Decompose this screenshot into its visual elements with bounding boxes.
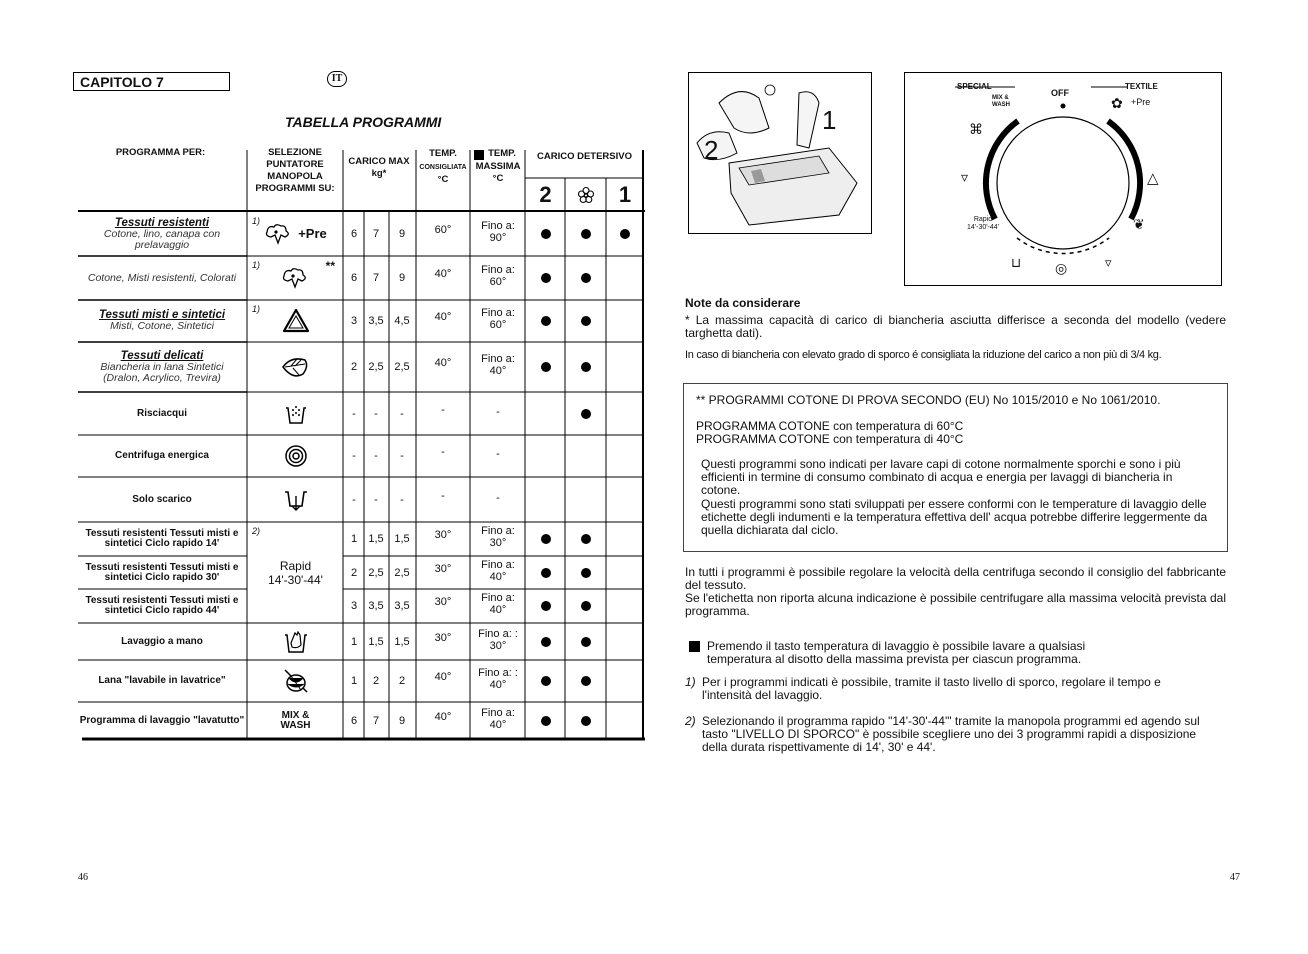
col-header-temp-rec-sub: CONSIGLIATA: [419, 164, 467, 171]
footnote-1: Per i programmi indicati è possibile, tramite il tasto livello di sporco, regolare il tempo e l'intensità del lavaggio.: [702, 675, 1161, 702]
col-header-temp-max-unit: °C: [492, 173, 504, 184]
program-table: [0, 0, 660, 760]
test-program-marker: **: [325, 259, 335, 273]
load-value: 2,5: [368, 361, 384, 373]
program-footnote-ref: 2): [252, 526, 261, 536]
load-value: 9: [398, 228, 406, 240]
recommended-temp: 40°: [434, 268, 452, 280]
load-value: 2,5: [394, 361, 410, 373]
program-name: Lana "lavabile in lavatrice": [98, 675, 226, 686]
program-subtitle: Cotone, lino, canapa con prelavaggio: [103, 227, 221, 251]
recommended-temp: -: [441, 489, 445, 502]
load-value: 4,5: [394, 315, 410, 327]
dial-wool-icon: ⌘: [969, 121, 983, 137]
dial-off-label: OFF: [1051, 88, 1069, 98]
load-value: 2: [372, 675, 380, 687]
load-value: -: [400, 493, 404, 506]
load-value: 6: [350, 714, 358, 727]
notes-paragraph-2: In caso di biancheria con elevato grado di sporco é consigliata la riduzione del carico a non più di 3/4 kg.: [685, 349, 1162, 361]
max-temp: Fino a: 40°: [481, 706, 515, 731]
dial-handwash-icon: ▿: [961, 169, 969, 185]
page-number-right: 47: [1230, 872, 1240, 883]
dial-cotton-icon: ✿: [1111, 95, 1123, 111]
load-value: -: [374, 407, 378, 420]
load-value: 1,5: [368, 635, 384, 648]
dial-delicate-icon: ❦: [1133, 216, 1145, 232]
program-name: Programma di lavaggio "lavatutto": [79, 714, 245, 726]
box-line-2: PROGRAMMA COTONE con temperatura di 60°C: [696, 419, 964, 433]
drawer-label-1: 1: [822, 105, 837, 135]
max-temp: Fino a: 30°: [481, 525, 515, 549]
load-value: 3: [350, 315, 358, 327]
load-value: 2: [398, 675, 406, 687]
program-name: Lavaggio a mano: [121, 635, 203, 647]
load-value: 7: [372, 714, 380, 727]
footnote-2-number: 2): [685, 714, 696, 728]
load-value: -: [400, 407, 404, 420]
col-header-temp-rec-unit: °C: [437, 174, 449, 185]
recommended-temp: 60°: [434, 224, 452, 236]
max-temp: Fino a: 90°: [481, 220, 515, 244]
recommended-temp: 40°: [434, 357, 452, 369]
table-grid: [0, 0, 660, 760]
program-footnote-ref: 1): [252, 216, 261, 226]
col-header-temp-rec: TEMP.: [429, 148, 457, 159]
max-temp: Fino a: 60°: [481, 307, 515, 331]
load-value: -: [374, 493, 378, 506]
load-value: 2: [350, 361, 358, 373]
dial-pre-label: +Pre: [1131, 97, 1151, 107]
dial-rapid-label: Rapid 14'-30'-44': [966, 216, 1000, 231]
chapter-label: CAPITOLO 7: [73, 72, 230, 91]
pre-wash-label: +Pre: [298, 226, 327, 241]
load-value: 9: [398, 272, 406, 284]
recommended-temp: 30°: [434, 631, 452, 644]
col-header-load: CARICO MAX kg*: [348, 156, 410, 179]
cotton-test-programs-box: [683, 383, 1228, 552]
load-value: 1: [350, 635, 358, 648]
detergent-drawer-illustration: [688, 72, 872, 234]
recommended-temp: 30°: [434, 529, 452, 541]
notes-title: Note da considerare: [685, 296, 801, 310]
max-temp: Fino a: 40°: [481, 592, 515, 616]
load-value: 1,5: [368, 533, 384, 545]
spin-paragraph-1: In tutti i programmi è possibile regolare la velocità della centrifuga secondo il consiglio del fabbricante del tessuto.: [685, 565, 1226, 592]
dial-spin-icon: ◎: [1055, 260, 1068, 276]
load-value: -: [374, 450, 378, 462]
load-value: 3,5: [394, 600, 410, 612]
box-line-5: Questi programmi sono stati sviluppati per essere conformi con le temperature di lavaggio delle etichette degli indumenti e la temperatura effettiva dell' acqua potrebbe differire leggermente da quella dichiarata dal ciclo.: [701, 497, 1208, 537]
load-value: 2,5: [368, 566, 384, 579]
program-name: Tessuti resistenti Tessuti misti e sintetici Ciclo rapido 44': [85, 595, 239, 616]
detergent-compartment-1: 1: [618, 182, 632, 207]
program-name: Tessuti resistenti Tessuti misti e sintetici Ciclo rapido 30': [85, 561, 239, 583]
program-name: Risciacqui: [136, 407, 188, 419]
program-subtitle: Cotone, Misti resistenti, Colorati: [87, 271, 237, 284]
box-line-1: ** PROGRAMMI COTONE DI PROVA SECONDO (EU) No 1015/2010 e No 1061/2010.: [696, 393, 1161, 407]
max-temp: Fino a: 60°: [481, 264, 515, 288]
load-value: 7: [372, 272, 380, 284]
recommended-temp: 40°: [434, 671, 452, 683]
language-badge: IT: [327, 71, 347, 87]
recommended-temp: 40°: [434, 311, 452, 323]
load-value: -: [352, 407, 356, 420]
col-header-program: PROGRAMMA PER:: [115, 147, 206, 158]
max-temp: -: [496, 405, 500, 418]
load-value: -: [400, 450, 404, 462]
load-value: 3,5: [368, 315, 384, 327]
col-header-temp-max: TEMP.: [488, 148, 516, 159]
col-header-temp-max-sub: MASSIMA: [475, 161, 521, 172]
load-value: 2: [350, 566, 358, 579]
load-value: 2,5: [394, 566, 410, 579]
program-dial-illustration: [904, 72, 1222, 286]
col-header-detergent: CARICO DETERSIVO: [536, 151, 632, 162]
program-name: Tessuti resistenti Tessuti misti e sintetici Ciclo rapido 14': [85, 528, 239, 549]
load-value: 3,5: [368, 600, 384, 612]
box-line-3: PROGRAMMA COTONE con temperatura di 40°C: [696, 432, 964, 446]
load-value: 1: [350, 533, 358, 545]
footnote-1-number: 1): [685, 675, 696, 689]
dial-textile-label: TEXTILE: [1125, 82, 1158, 91]
program-name: Solo scarico: [132, 493, 192, 505]
max-temp: Fino a: 40°: [481, 558, 515, 583]
recommended-temp: -: [441, 403, 445, 416]
dial-drain-icon: ⊔: [1011, 255, 1022, 270]
program-subtitle: Misti, Cotone, Sintetici: [110, 320, 214, 332]
max-temp: Fino a: : 30°: [478, 627, 518, 652]
load-value: 1,5: [394, 533, 410, 545]
temp-button-square-icon: [689, 641, 700, 652]
footnote-temp: Premendo il tasto temperatura di lavaggio è possibile lavare a qualsiasi temperatura al disotto della massima prevista per ciascun programma.: [707, 639, 1086, 666]
program-footnote-ref: 1): [252, 304, 261, 314]
dial-synthetic-icon: △: [1147, 170, 1159, 187]
box-line-4: Questi programmi sono indicati per lavare capi di cotone normalmente sporchi e sono i più efficienti in termine di consumo combinato di acqua e energia per lavaggi di biancheria in cotone.: [701, 457, 1181, 497]
recommended-temp: 40°: [434, 710, 452, 723]
page-number-left: 46: [78, 872, 88, 883]
dial-mix-wash-label: MIX & WASH: [992, 95, 1010, 108]
program-name: Centrifuga energica: [115, 450, 209, 461]
program-subtitle: Biancheria in lana Sintetici (Dralon, Acrylico, Trevira): [100, 360, 224, 384]
load-value: -: [352, 493, 356, 506]
recommended-temp: 30°: [434, 596, 452, 608]
max-temp: -: [496, 491, 500, 504]
col-header-selection: SELEZIONE PUNTATORE MANOPOLA PROGRAMMI SU:: [255, 147, 335, 194]
load-value: 3: [350, 600, 358, 612]
max-temp: -: [496, 448, 500, 460]
dial-special-label: SPECIAL: [957, 82, 992, 91]
table-title: TABELLA PROGRAMMI: [285, 114, 442, 130]
program-title: Tessuti resistenti: [114, 216, 210, 229]
load-value: 6: [350, 228, 358, 240]
load-value: 1: [350, 675, 358, 687]
load-value: 1,5: [394, 635, 410, 648]
dial-rinse-icon: ▿: [1105, 255, 1112, 270]
detergent-compartment-2: 2: [539, 182, 552, 207]
recommended-temp: 30°: [434, 562, 452, 575]
load-value: 6: [350, 272, 358, 284]
max-temp: Fino a: : 40°: [478, 667, 518, 691]
footnote-2: Selezionando il programma rapido "14'-30'-44'" tramite la manopola programmi ed agendo sul tasto "LIVELLO DI SPORCO" è possibile scegliere uno dei 3 programmi rapidi a disposizione della durata rispettivamente di 14', 30' e 44'.: [702, 714, 1200, 754]
load-value: 9: [398, 714, 406, 727]
program-title: Tessuti delicati: [120, 349, 204, 362]
mix-wash-label: MIX & WASH: [280, 709, 311, 731]
program-footnote-ref: 1): [252, 260, 261, 270]
spin-paragraph-2: Se l'etichetta non riporta alcuna indicazione è possibile centrifugare alla massima velocità prevista dal programma.: [685, 591, 1226, 618]
drawer-label-2: 2: [704, 135, 719, 165]
load-value: -: [352, 450, 356, 462]
program-title: Tessuti misti e sintetici: [98, 309, 226, 321]
max-temp: Fino a: 40°: [481, 353, 515, 377]
rapid-program-label: Rapid 14'-30'-44': [268, 558, 323, 587]
recommended-temp: -: [441, 446, 445, 458]
load-value: 7: [372, 228, 380, 240]
notes-paragraph-1: * La massima capacità di carico di biancheria asciutta differisce a seconda del modello (vedere targhetta dati).: [685, 313, 1226, 340]
